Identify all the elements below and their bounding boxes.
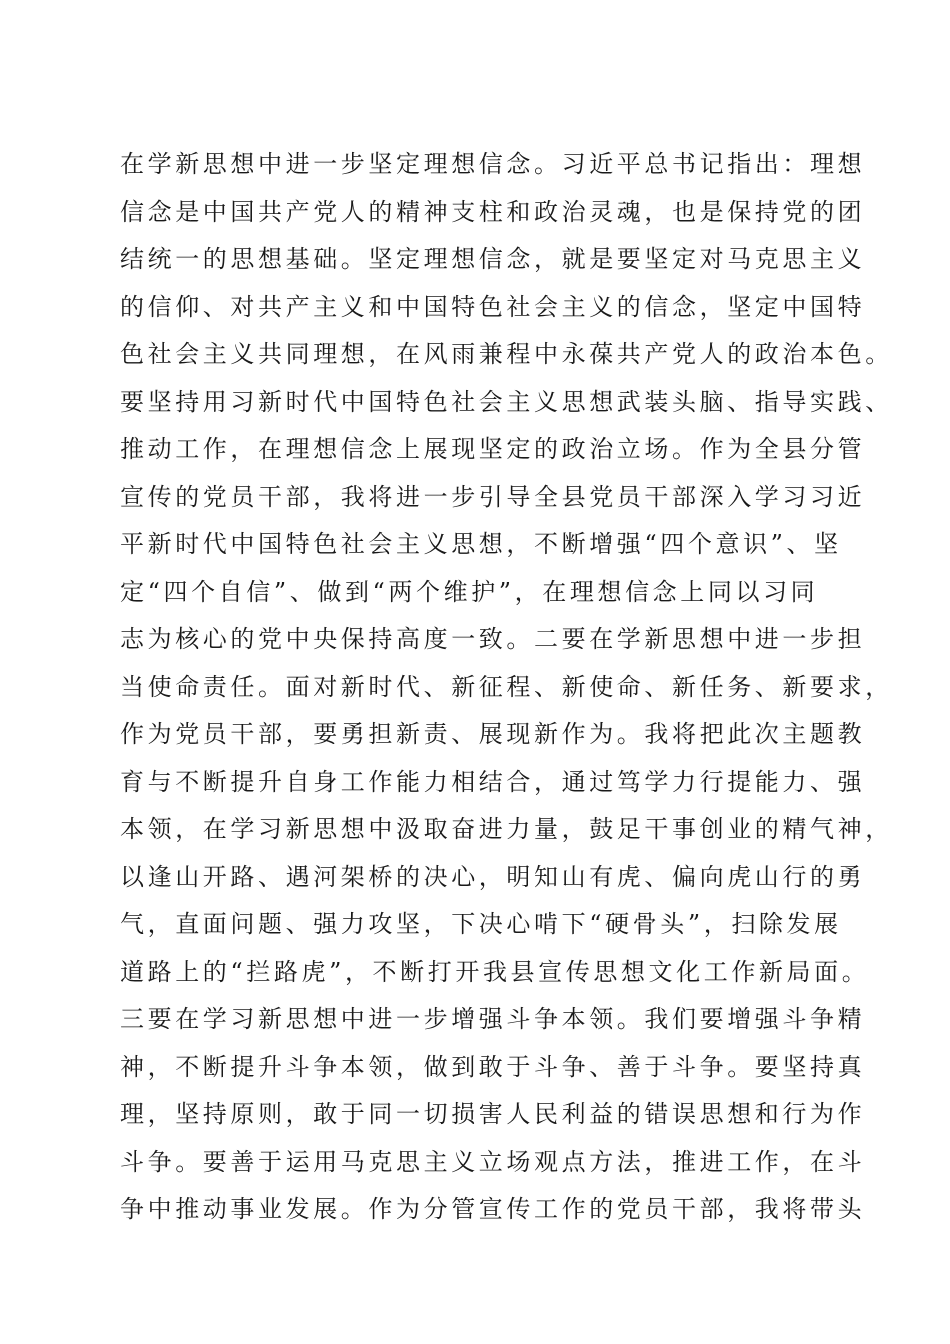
text-line: 在学新思想中进一步坚定理想信念。习近平总书记指出：理想 [120, 150, 866, 178]
body-paragraph [120, 141, 893, 1234]
text-line: 争中推动事业发展。作为分管宣传工作的党员干部，我将带头 [120, 1195, 866, 1223]
text-line: 作为党员干部，要勇担新责、展现新作为。我将把此次主题教 [120, 720, 866, 748]
text-line: 气，直面问题、强力攻坚，下决心啃下“硬骨头”，扫除发展 [120, 910, 842, 938]
text-line: 要坚持用习新时代中国特色社会主义思想武装头脑、指导实践、 [120, 387, 893, 416]
text-line: 推动工作，在理想信念上展现坚定的政治立场。作为全县分管 [120, 435, 866, 463]
text-line: 育与不断提升自身工作能力相结合，通过笃学力行提能力、强 [120, 767, 866, 796]
text-line: 道路上的“拦路虎”，不断打开我县宣传思想文化工作新局面。 [120, 957, 870, 986]
text-line: 以逢山开路、遇河架桥的决心，明知山有虎、偏向虎山行的勇 [120, 862, 866, 891]
text-line: 理，坚持原则，敢于同一切损害人民利益的错误思想和行为作 [120, 1100, 866, 1128]
text-line: 色社会主义共同理想，在风雨兼程中永葆共产党人的政治本色。 [120, 340, 893, 368]
text-line: 结统一的思想基础。坚定理想信念，就是要坚定对马克思主义 [120, 245, 866, 273]
text-line: 三要在学习新思想中进一步增强斗争本领。我们要增强斗争精 [120, 1005, 866, 1033]
text-line: 平新时代中国特色社会主义思想，不断增强“四个意识”、坚 [120, 530, 842, 558]
text-line: 志为核心的党中央保持高度一致。二要在学新思想中进一步担 [120, 625, 866, 653]
text-line: 本领，在学习新思想中汲取奋进力量，鼓足干事创业的精气神， [120, 815, 893, 843]
text-line: 宣传的党员干部，我将进一步引导全县党员干部深入学习习近 [120, 482, 866, 511]
text-line: 定“四个自信”、做到“两个维护”，在理想信念上同以习同 [120, 577, 819, 606]
text-line: 当使命责任。面对新时代、新征程、新使命、新任务、新要求， [120, 672, 893, 701]
text-line: 的信仰、对共产主义和中国特色社会主义的信念，坚定中国特 [120, 292, 866, 321]
text-line: 神，不断提升斗争本领，做到敢于斗争、善于斗争。要坚持真 [120, 1052, 866, 1081]
text-line: 斗争。要善于运用马克思主义立场观点方法，推进工作，在斗 [120, 1147, 866, 1176]
text-line: 信念是中国共产党人的精神支柱和政治灵魂，也是保持党的团 [120, 197, 866, 226]
